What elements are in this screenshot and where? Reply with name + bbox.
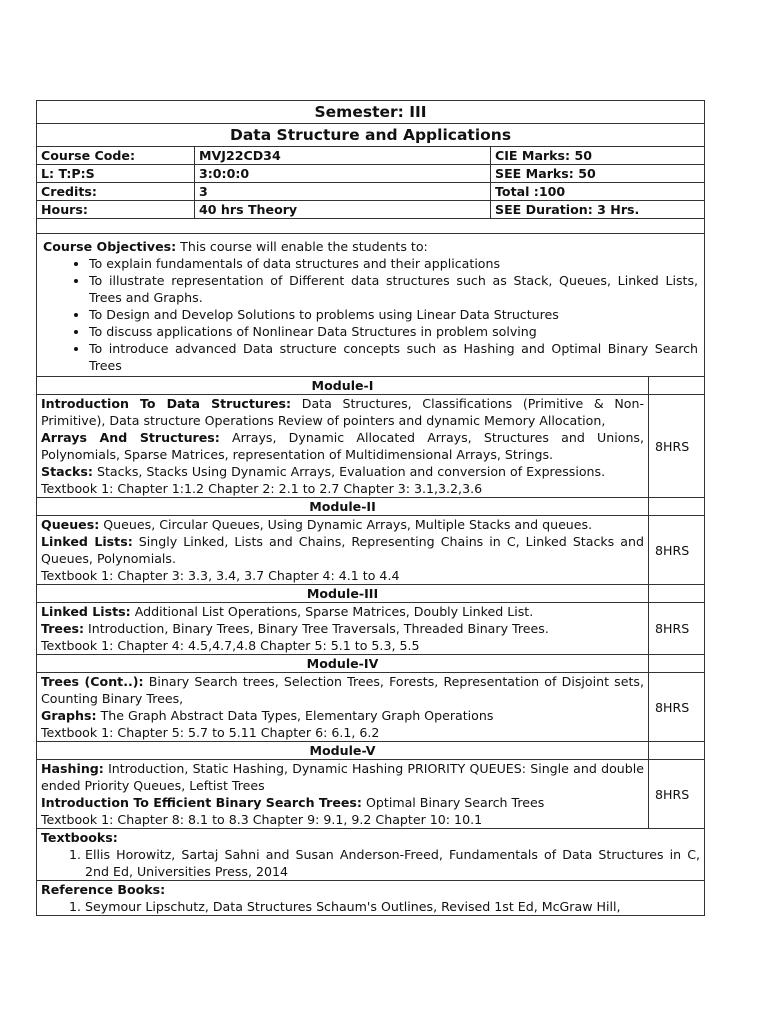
info-row-credits — [37, 183, 705, 201]
course-code-label: Course Code: — [37, 147, 195, 165]
module-content — [37, 760, 649, 829]
module-hours: 8HRS — [649, 395, 705, 498]
syllabus-table — [36, 100, 705, 916]
module-hours-blank — [649, 655, 705, 673]
objective-item: • To illustrate representation of Different data structures such as Stack, Queues, Linked Lists, Trees and Graphs. — [89, 272, 698, 306]
credits-value: 3 — [195, 183, 491, 201]
module-heading: Module-V — [37, 742, 649, 760]
textbook-reference: Textbook 1: Chapter 4: 4.5,4.7,4.8 Chapter 5: 5.1 to 5.3, 5.5 — [41, 638, 420, 653]
module-content — [37, 673, 649, 742]
reference-book-item: 1. Seymour Lipschutz, Data Structures Schaum's Outlines, Revised 1st Ed, McGraw Hill, — [85, 898, 700, 915]
objective-item: • To introduce advanced Data structure concepts such as Hashing and Optimal Binary Search Trees — [89, 340, 698, 374]
module-heading: Module-IV — [37, 655, 649, 673]
see-marks: SEE Marks: 50 — [491, 165, 705, 183]
course-code-value: MVJ22CD34 — [195, 147, 491, 165]
module-content — [37, 603, 649, 655]
topic-text: The Graph Abstract Data Types, Elementary Graph Operations — [96, 708, 494, 723]
reference-books-label: Reference Books: — [41, 882, 166, 897]
module-content — [37, 516, 649, 585]
textbooks-label: Textbooks: — [41, 830, 118, 845]
module-hours-blank — [649, 742, 705, 760]
textbook-reference: Textbook 1: Chapter 3: 3.3, 3.4, 3.7 Chapter 4: 4.1 to 4.4 — [41, 568, 400, 583]
semester-heading: Semester: III — [37, 101, 705, 124]
module-hours: 8HRS — [649, 760, 705, 829]
ltps-value: 3:0:0:0 — [195, 165, 491, 183]
reference-books-list — [41, 898, 700, 915]
info-row-ltps — [37, 165, 705, 183]
topic-text: Arrays, Dynamic Allocated Arrays, Structures and Unions, Polynomials, Sparse Matrices, representation of Multidimensional Arrays, Strings. — [41, 430, 644, 462]
hours-label: Hours: — [37, 201, 195, 219]
module-heading: Module-II — [37, 498, 649, 516]
textbook-item: 1. Ellis Horowitz, Sartaj Sahni and Susan Anderson-Freed, Fundamentals of Data Structures in C, 2nd Ed, Universities Press, 2014 — [85, 846, 700, 880]
objective-item: • To explain fundamentals of data structures and their applications — [89, 255, 698, 272]
objectives-list — [43, 255, 698, 374]
info-row-code — [37, 147, 705, 165]
see-duration: SEE Duration: 3 Hrs. — [491, 201, 705, 219]
topic-label: Queues: — [41, 517, 100, 532]
textbook-reference: Textbook 1: Chapter 1:1.2 Chapter 2: 2.1 to 2.7 Chapter 3: 3.1,3.2,3.6 — [41, 481, 483, 496]
topic-label: Graphs: — [41, 708, 97, 723]
textbooks-list — [41, 846, 700, 880]
spacer-row — [37, 219, 705, 234]
topic-text: Binary Search trees, Selection Trees, Forests, Representation of Disjoint sets, Counting Binary Trees, — [41, 674, 644, 706]
hours-value: 40 hrs Theory — [195, 201, 491, 219]
textbooks-section — [37, 829, 705, 881]
course-title: Data Structure and Applications — [37, 124, 705, 147]
module-hours-blank — [649, 498, 705, 516]
module-content — [37, 395, 649, 498]
topic-label: Arrays And Structures: — [41, 430, 220, 445]
info-row-hours — [37, 201, 705, 219]
topic-label: Linked Lists: — [41, 534, 133, 549]
module-hours: 8HRS — [649, 516, 705, 585]
objective-item: • To Design and Develop Solutions to problems using Linear Data Structures — [89, 306, 698, 323]
module-hours-blank — [649, 585, 705, 603]
course-objectives — [37, 234, 705, 377]
textbook-reference: Textbook 1: Chapter 5: 5.7 to 5.11 Chapter 6: 6.1, 6.2 — [41, 725, 380, 740]
textbook-reference: Textbook 1: Chapter 8: 8.1 to 8.3 Chapter 9: 9.1, 9.2 Chapter 10: 10.1 — [41, 812, 483, 827]
topic-text: Introduction, Binary Trees, Binary Tree Traversals, Threaded Binary Trees. — [84, 621, 549, 636]
syllabus-sheet — [36, 100, 704, 916]
topic-label: Hashing: — [41, 761, 104, 776]
topic-label: Linked Lists: — [41, 604, 131, 619]
topic-text: Stacks, Stacks Using Dynamic Arrays, Evaluation and conversion of Expressions. — [92, 464, 606, 479]
topic-text: Additional List Operations, Sparse Matrices, Doubly Linked List. — [130, 604, 534, 619]
module-heading: Module-III — [37, 585, 649, 603]
objective-item: • To discuss applications of Nonlinear Data Structures in problem solving — [89, 323, 698, 340]
objectives-label: Course Objectives: — [43, 239, 177, 254]
topic-label: Introduction To Efficient Binary Search Trees: — [41, 795, 362, 810]
total-marks: Total :100 — [491, 183, 705, 201]
topic-label: Stacks: — [41, 464, 93, 479]
module-heading: Module-I — [37, 377, 649, 395]
topic-label: Introduction To Data Structures: — [41, 396, 292, 411]
module-hours-blank — [649, 377, 705, 395]
module-hours: 8HRS — [649, 603, 705, 655]
topic-text: Queues, Circular Queues, Using Dynamic Arrays, Multiple Stacks and queues. — [99, 517, 593, 532]
topic-label: Trees: — [41, 621, 85, 636]
objectives-intro: This course will enable the students to: — [176, 239, 428, 254]
reference-books-section — [37, 881, 705, 916]
topic-text: Introduction, Static Hashing, Dynamic Hashing PRIORITY QUEUES: Single and double ended Priority Queues, Leftist Trees — [41, 761, 644, 793]
module-hours: 8HRS — [649, 673, 705, 742]
cie-marks: CIE Marks: 50 — [491, 147, 705, 165]
topic-text: Data Structures, Classifications (Primitive & Non-Primitive), Data structure Operations Review of pointers and dynamic Memory Allocation, — [41, 396, 645, 428]
topic-text: Optimal Binary Search Trees — [361, 795, 545, 810]
topic-text: Singly Linked, Lists and Chains, Representing Chains in C, Linked Stacks and Queues, Polynomials. — [41, 534, 644, 566]
credits-label: Credits: — [37, 183, 195, 201]
ltps-label: L: T:P:S — [37, 165, 195, 183]
topic-label: Trees (Cont..): — [41, 674, 144, 689]
